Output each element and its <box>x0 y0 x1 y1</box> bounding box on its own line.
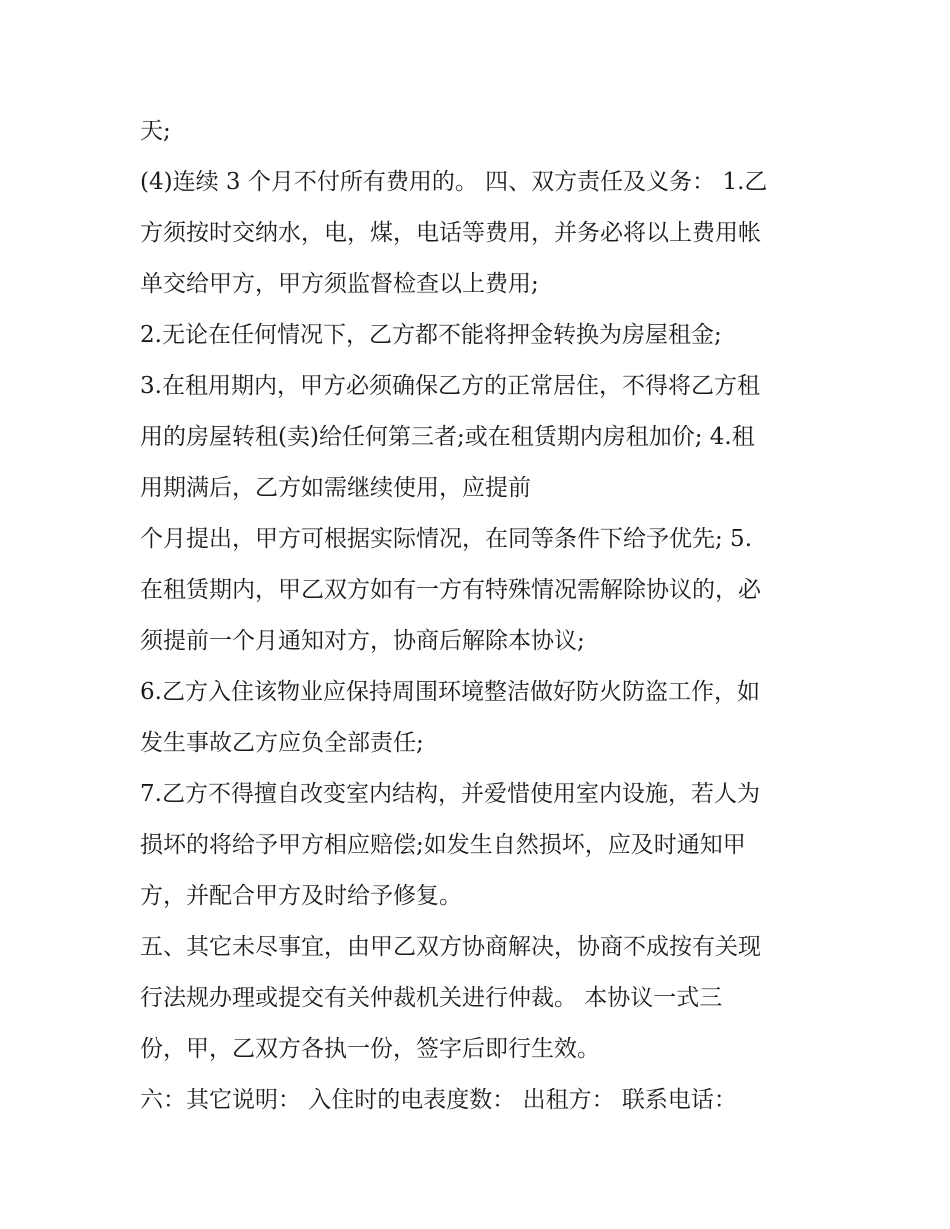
text-line: 须提前一个月通知对方，协商后解除本协议; <box>140 628 585 654</box>
text-line: 2.无论在任何情况下，乙方都不能将押金转换为房屋租金; <box>140 322 722 348</box>
text-line: 损坏的将给予甲方相应赔偿;如发生自然损坏，应及时通知甲 <box>140 832 746 858</box>
text-line: 方须按时交纳水，电，煤，电话等费用，并务必将以上费用帐 <box>140 220 761 246</box>
text-line: 用期满后，乙方如需继续使用，应提前 <box>140 475 531 501</box>
text-line: 行法规办理或提交有关仲裁机关进行仲裁。 本协议一式三 <box>140 985 723 1011</box>
text-line: 方，并配合甲方及时给予修复。 <box>140 883 462 909</box>
text-line: 个月提出，甲方可根据实际情况，在同等条件下给予优先; 5. <box>140 526 753 552</box>
text-line: 用的房屋转租(卖)给任何第三者;或在租赁期内房租加价; 4.租 <box>140 424 755 450</box>
text-line: 在租赁期内，甲乙双方如有一方有特殊情况需解除协议的，必 <box>140 577 761 603</box>
text-line: 6.乙方入住该物业应保持周围环境整洁做好防火防盗工作，如 <box>140 679 760 705</box>
text-line: 7.乙方不得擅自改变室内结构，并爱惜使用室内设施，若人为 <box>140 781 760 807</box>
text-line: 单交给甲方，甲方须监督检查以上费用; <box>140 271 539 297</box>
text-line: (4)连续 3 个月不付所有费用的。 四、双方责任及义务： 1.乙 <box>140 169 768 195</box>
text-line: 份，甲，乙双方各执一份，签字后即行生效。 <box>140 1036 600 1062</box>
text-line: 3.在租用期内，甲方必须确保乙方的正常居住，不得将乙方租 <box>140 373 760 399</box>
text-line: 六：其它说明： 入住时的电表度数： 出租方： 联系电话： <box>140 1087 737 1113</box>
text-line: 五、其它未尽事宜，由甲乙双方协商解决，协商不成按有关现 <box>140 934 761 960</box>
text-line: 天; <box>140 118 171 144</box>
text-line: 发生事故乙方应负全部责任; <box>140 730 424 756</box>
contract-text-block <box>140 106 820 1126</box>
